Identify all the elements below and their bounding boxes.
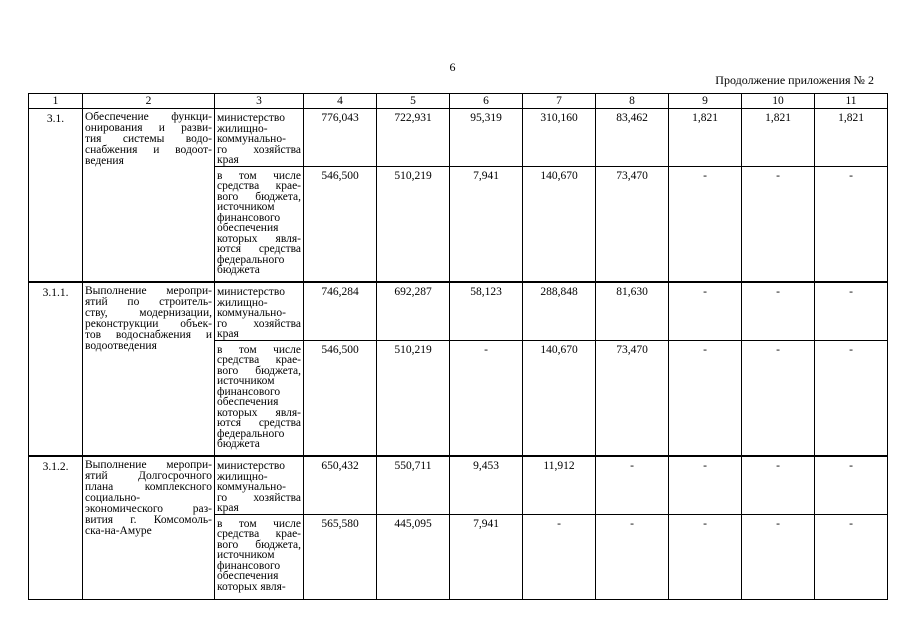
executor-line: которых явля- (217, 406, 301, 419)
executor-cell (215, 109, 304, 167)
executor-line: в том числе (217, 517, 301, 530)
value-cell-col-4: 546,500 (304, 340, 377, 456)
value-cell-col-4: 776,043 (304, 109, 377, 167)
executor-line: вого бюджета, (217, 364, 301, 377)
item-name (83, 456, 215, 599)
value-cell-col-6: 58,123 (450, 282, 523, 340)
executor-line: края (217, 502, 239, 514)
value-cell-col-4: 746,284 (304, 282, 377, 340)
value-cell-col-7: 310,160 (523, 109, 596, 167)
executor-line: федерального (217, 427, 285, 440)
executor-line: вого бюджета, (217, 538, 301, 551)
executor-line: которых явля- (217, 580, 286, 593)
value-cell-col-6: 9,453 (450, 456, 523, 514)
continuation-caption: Продолжение приложения № 2 (715, 73, 874, 87)
item-name-line: ска-на-Амуре (85, 525, 152, 537)
table-row (29, 456, 888, 514)
value-cell-col-5: 722,931 (377, 109, 450, 167)
value-cell-col-11: 1,821 (815, 109, 888, 167)
item-name-line: Выполнение меропри- (85, 285, 212, 297)
column-header-8: 8 (596, 94, 669, 109)
executor-line: го хозяйства (217, 317, 301, 330)
value-cell-col-8: - (596, 514, 669, 599)
value-cell-col-8: - (596, 456, 669, 514)
column-header-11: 11 (815, 94, 888, 109)
column-header-4: 4 (304, 94, 377, 109)
item-name-line: тов водоснабжения и (85, 329, 212, 341)
executor-line: обеспечения (217, 570, 279, 582)
item-name-line: реконструкции объек- (85, 318, 212, 330)
item-name-line: снабжения и водоот- (85, 144, 212, 156)
value-cell-col-10: - (742, 282, 815, 340)
executor-line: обеспечения (217, 396, 279, 408)
executor-line: в том числе (217, 343, 301, 356)
value-cell-col-7: 140,670 (523, 166, 596, 282)
item-name-line: Обеспечение функци- (85, 111, 212, 123)
value-cell-col-8: 81,630 (596, 282, 669, 340)
value-cell-col-11: - (815, 514, 888, 599)
executor-line: коммунально- (217, 133, 286, 145)
executor-line: средства крае- (217, 528, 301, 540)
column-header-2: 2 (83, 94, 215, 109)
value-cell-col-11: - (815, 456, 888, 514)
value-cell-col-7: 140,670 (523, 340, 596, 456)
value-cell-col-9: - (669, 340, 742, 456)
value-cell-col-7: 288,848 (523, 282, 596, 340)
executor-cell (215, 514, 304, 599)
executor-line: вого бюджета, (217, 190, 301, 203)
executor-line: источником (217, 201, 275, 213)
executor-line: министерство (217, 286, 285, 298)
executor-line: министерство (217, 112, 285, 124)
value-cell-col-9: - (669, 166, 742, 282)
value-cell-col-6: - (450, 340, 523, 456)
value-cell-col-6: 95,319 (450, 109, 523, 167)
item-name (83, 109, 215, 283)
column-header-3: 3 (215, 94, 304, 109)
executor-line: коммунально- (217, 481, 286, 493)
item-name-line: экономического раз- (85, 503, 212, 515)
executor-line: источником (217, 549, 275, 561)
executor-line: финансового (217, 211, 281, 224)
value-cell-col-9: - (669, 282, 742, 340)
value-cell-col-10: 1,821 (742, 109, 815, 167)
item-name-line: Выполнение меропри- (85, 459, 212, 471)
item-name-line: онирования и разви- (85, 122, 212, 134)
item-code: 3.1.1. (29, 282, 83, 456)
page-number: 6 (449, 60, 456, 74)
item-name-line: водоотведения (85, 340, 157, 352)
executor-line: коммунально- (217, 307, 286, 319)
item-code: 3.1. (29, 109, 83, 283)
table-row (29, 282, 888, 340)
table-row (29, 109, 888, 167)
executor-line: ются средства (217, 243, 301, 255)
item-name-line: ству, модернизации, (85, 307, 212, 319)
column-header-7: 7 (523, 94, 596, 109)
value-cell-col-10: - (742, 456, 815, 514)
value-cell-col-11: - (815, 282, 888, 340)
value-cell-col-10: - (742, 340, 815, 456)
executor-line: жилищно- (217, 470, 268, 483)
value-cell-col-9: - (669, 456, 742, 514)
executor-line: бюджета (217, 438, 260, 450)
executor-cell (215, 456, 304, 514)
item-name-line: ятий Долгосрочного (85, 470, 212, 482)
executor-line: края (217, 328, 239, 340)
executor-line: средства крае- (217, 180, 301, 192)
executor-line: источником (217, 375, 275, 387)
executor-line: которых явля- (217, 232, 301, 245)
item-name-line: социально- (85, 492, 141, 504)
value-cell-col-9: - (669, 514, 742, 599)
value-cell-col-5: 510,219 (377, 340, 450, 456)
value-cell-col-5: 550,711 (377, 456, 450, 514)
executor-line: федерального (217, 253, 285, 266)
executor-cell (215, 340, 304, 456)
column-header-5: 5 (377, 94, 450, 109)
value-cell-col-5: 445,095 (377, 514, 450, 599)
item-name-line: ятий по строитель- (85, 296, 212, 308)
value-cell-col-5: 510,219 (377, 166, 450, 282)
value-cell-col-8: 73,470 (596, 166, 669, 282)
executor-line: ются средства (217, 417, 301, 429)
executor-line: финансового (217, 385, 281, 398)
program-table (28, 93, 888, 600)
value-cell-col-4: 546,500 (304, 166, 377, 282)
value-cell-col-4: 650,432 (304, 456, 377, 514)
value-cell-col-10: - (742, 166, 815, 282)
column-header-9: 9 (669, 94, 742, 109)
executor-line: министерство (217, 460, 285, 472)
column-header-1: 1 (29, 94, 83, 109)
executor-line: финансового (217, 559, 281, 572)
executor-line: в том числе (217, 169, 301, 182)
header-row (29, 94, 888, 109)
value-cell-col-6: 7,941 (450, 166, 523, 282)
value-cell-col-7: - (523, 514, 596, 599)
executor-line: края (217, 154, 239, 166)
executor-line: средства крае- (217, 354, 301, 366)
item-name-line: плана комплексного (85, 481, 212, 493)
executor-line: го хозяйства (217, 491, 301, 504)
value-cell-col-6: 7,941 (450, 514, 523, 599)
executor-line: жилищно- (217, 296, 268, 309)
value-cell-col-8: 73,470 (596, 340, 669, 456)
value-cell-col-5: 692,287 (377, 282, 450, 340)
executor-cell (215, 166, 304, 282)
item-code: 3.1.2. (29, 456, 83, 599)
executor-cell (215, 282, 304, 340)
column-header-6: 6 (450, 94, 523, 109)
value-cell-col-7: 11,912 (523, 456, 596, 514)
value-cell-col-11: - (815, 166, 888, 282)
value-cell-col-4: 565,580 (304, 514, 377, 599)
value-cell-col-9: 1,821 (669, 109, 742, 167)
value-cell-col-10: - (742, 514, 815, 599)
item-name-line: ведения (85, 155, 124, 167)
executor-line: го хозяйства (217, 143, 301, 156)
item-name-line: тия системы водо- (85, 133, 212, 145)
item-name-line: вития г. Комсомоль- (85, 514, 212, 526)
item-name (83, 282, 215, 456)
value-cell-col-8: 83,462 (596, 109, 669, 167)
executor-line: бюджета (217, 264, 260, 276)
value-cell-col-11: - (815, 340, 888, 456)
column-header-10: 10 (742, 94, 815, 109)
executor-line: обеспечения (217, 222, 279, 234)
executor-line: жилищно- (217, 122, 268, 135)
